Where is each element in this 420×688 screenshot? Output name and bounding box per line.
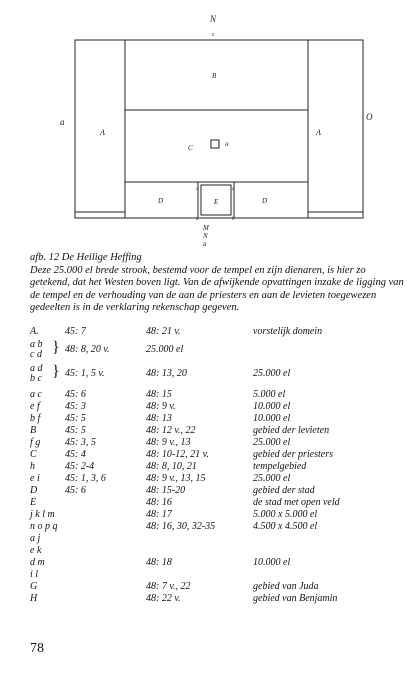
brace: } bbox=[52, 363, 60, 380]
row-ref-48: 48: 15-20 bbox=[146, 485, 186, 496]
row-ref-45: 45: 1, 3, 6 bbox=[65, 473, 106, 484]
row-ref-45: 45: 3, 5 bbox=[65, 437, 96, 448]
row-ref-48: 48: 10-12, 21 v. bbox=[146, 449, 209, 460]
row-key-line: a b bbox=[30, 339, 43, 350]
row-ref-45: 45: 5 bbox=[65, 425, 86, 436]
label-A-left: A bbox=[100, 128, 105, 137]
row-key bbox=[30, 364, 43, 384]
diagram-svg bbox=[0, 0, 420, 250]
row-ref-48: 48: 9 v., 13, 15 bbox=[146, 473, 206, 484]
row-ref-45: 45: 4 bbox=[65, 449, 86, 460]
table-row bbox=[30, 326, 410, 338]
row-ref-48: 48: 16 bbox=[146, 497, 172, 508]
row-key: j k l m bbox=[30, 509, 55, 520]
row-description: 10.000 el bbox=[253, 413, 291, 424]
table-row bbox=[30, 557, 410, 569]
row-key-line: c d bbox=[30, 349, 42, 360]
caption-title: afb. 12 De Heilige Heffing bbox=[30, 252, 142, 263]
page-number: 78 bbox=[30, 641, 44, 656]
label-small-a: a bbox=[196, 217, 199, 222]
row-description: 25.000 el bbox=[253, 437, 291, 448]
row-key-line: a d bbox=[30, 363, 43, 374]
row-key: h bbox=[30, 461, 35, 472]
label-left-small: a bbox=[60, 117, 65, 127]
label-small-d: d bbox=[232, 187, 235, 192]
table-row bbox=[30, 364, 410, 388]
table-row bbox=[30, 340, 410, 364]
table-row bbox=[30, 485, 410, 497]
row-description: gebied van Benjamin bbox=[253, 593, 338, 604]
table-row bbox=[30, 473, 410, 485]
label-D-right: D bbox=[262, 197, 268, 205]
table-row bbox=[30, 521, 410, 533]
table-row bbox=[30, 581, 410, 593]
row-ref-45: 45: 6 bbox=[65, 389, 86, 400]
row-key: e i bbox=[30, 473, 40, 484]
table-row bbox=[30, 413, 410, 425]
row-description: gebied der priesters bbox=[253, 449, 333, 460]
label-bottom-1: M bbox=[203, 224, 209, 232]
label-A-right: A bbox=[316, 128, 321, 137]
table-row bbox=[30, 437, 410, 449]
row-ref-45: 45: 2-4 bbox=[65, 461, 95, 472]
label-east: O bbox=[366, 112, 373, 122]
row-key: A. bbox=[30, 326, 39, 337]
row-key: n o p q bbox=[30, 521, 58, 532]
row-description: gebied der stad bbox=[253, 485, 315, 496]
table-row bbox=[30, 569, 410, 581]
row-ref-45: 45: 5 bbox=[65, 413, 86, 424]
table-row bbox=[30, 425, 410, 437]
row-description: 5.000 el bbox=[253, 389, 286, 400]
temple-square bbox=[211, 140, 219, 148]
table-row bbox=[30, 509, 410, 521]
row-key: d m bbox=[30, 557, 45, 568]
label-north: N bbox=[210, 14, 217, 24]
row-ref-48: 48: 22 v. bbox=[146, 593, 181, 604]
row-ref-48: 48: 16, 30, 32-35 bbox=[146, 521, 216, 532]
label-north-small: c bbox=[212, 32, 215, 38]
row-key-line: b c bbox=[30, 373, 42, 384]
row-ref-48: 48: 21 v. bbox=[146, 326, 181, 337]
table-row bbox=[30, 593, 410, 605]
brace: } bbox=[52, 339, 60, 356]
row-description: tempelgebied bbox=[253, 461, 307, 472]
row-ref-48: 25.000 el bbox=[146, 344, 184, 355]
row-key: D bbox=[30, 485, 38, 496]
row-ref-48: 48: 12 v., 22 bbox=[146, 425, 196, 436]
table-row bbox=[30, 389, 410, 401]
label-C: C bbox=[188, 144, 193, 152]
table-row bbox=[30, 461, 410, 473]
row-ref-48: 48: 15 bbox=[146, 389, 172, 400]
table-row bbox=[30, 401, 410, 413]
row-key: a c bbox=[30, 389, 42, 400]
row-ref-48: 48: 8, 10, 21 bbox=[146, 461, 197, 472]
row-description: 5.000 x 5.000 el bbox=[253, 509, 318, 520]
label-bottom-3: a bbox=[203, 240, 207, 248]
row-description: 10.000 el bbox=[253, 401, 291, 412]
row-ref-45: 45: 7 bbox=[65, 326, 86, 337]
row-key: B bbox=[30, 425, 37, 436]
row-description: gebied der levieten bbox=[253, 425, 330, 436]
row-key: C bbox=[30, 449, 37, 460]
row-key: E bbox=[30, 497, 37, 508]
row-ref-48: 48: 7 v., 22 bbox=[146, 581, 191, 592]
row-ref-48: 48: 9 v. bbox=[146, 401, 176, 412]
row-key: G bbox=[30, 581, 38, 592]
row-ref-45: 45: 1, 5 v. bbox=[65, 368, 105, 379]
label-small-c: c bbox=[196, 187, 199, 192]
row-ref-48: 48: 13, 20 bbox=[146, 368, 187, 379]
label-D-left: D bbox=[158, 197, 164, 205]
row-description: vorstelijk domein bbox=[253, 326, 323, 337]
label-H: H bbox=[225, 143, 229, 148]
row-description: 25.000 el bbox=[253, 368, 291, 379]
row-description: de stad met open veld bbox=[253, 497, 340, 508]
row-ref-45: 45: 3 bbox=[65, 401, 86, 412]
row-ref-48: 48: 13 bbox=[146, 413, 172, 424]
label-bottom-2: N bbox=[203, 232, 208, 240]
row-key: e f bbox=[30, 401, 40, 412]
row-description: gebied van Juda bbox=[253, 581, 319, 592]
caption-body: Deze 25.000 el brede strook, bestemd voor de tempel en zijn dienaren, is hier zo getekend, dat het Westen boven ligt. Van de afwijkende opvattingen inzake de ligging van de tempel en de verhouding van de aan de priesters en aan de levieten toegewezen gedeelten is in de verklaring rekenschap gegeven. bbox=[30, 264, 404, 314]
label-small-b: b bbox=[232, 217, 235, 222]
row-description: 25.000 el bbox=[253, 473, 291, 484]
row-key: H bbox=[30, 593, 38, 604]
row-key: f g bbox=[30, 437, 41, 448]
table-row bbox=[30, 449, 410, 461]
temple-district-diagram bbox=[0, 0, 420, 250]
table-row bbox=[30, 545, 410, 557]
label-E: E bbox=[214, 198, 219, 206]
row-key: i l bbox=[30, 569, 39, 580]
row-key: e k bbox=[30, 545, 42, 556]
figure-caption bbox=[30, 252, 405, 315]
row-ref-48: 48: 9 v., 13 bbox=[146, 437, 191, 448]
table-row bbox=[30, 497, 410, 509]
label-B: B bbox=[212, 72, 217, 80]
row-ref-48: 48: 18 bbox=[146, 557, 172, 568]
row-key: b f bbox=[30, 413, 41, 424]
row-ref-48: 48: 17 bbox=[146, 509, 172, 520]
row-description: 10.000 el bbox=[253, 557, 291, 568]
row-description: 4.500 x 4.500 el bbox=[253, 521, 318, 532]
row-key bbox=[30, 340, 43, 360]
row-ref-45: 48: 8, 20 v. bbox=[65, 344, 110, 355]
row-ref-45: 45: 6 bbox=[65, 485, 86, 496]
table-row bbox=[30, 533, 410, 545]
row-key: a j bbox=[30, 533, 41, 544]
